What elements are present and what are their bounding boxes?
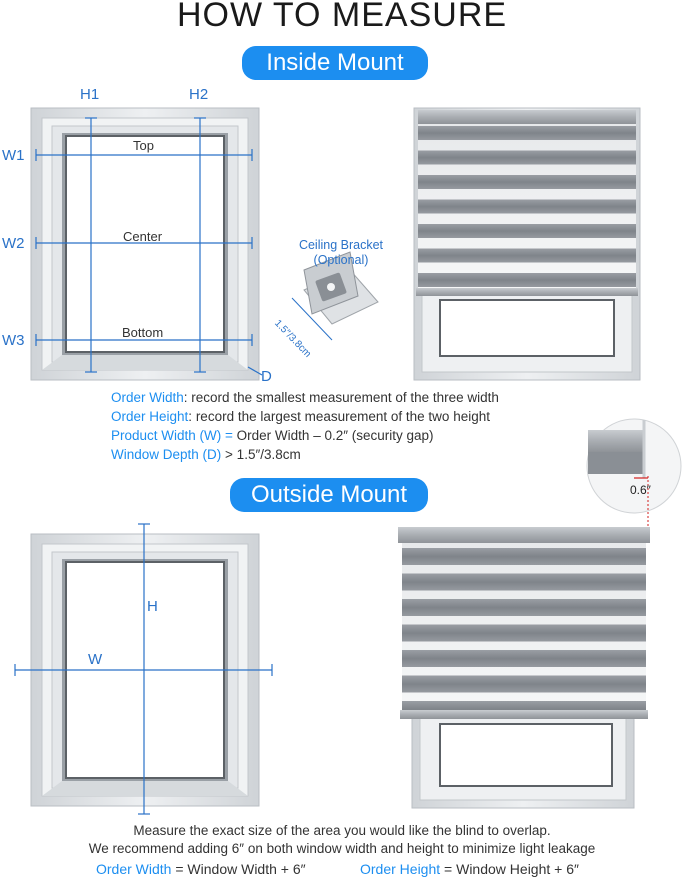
formula-key: Order Height [360,861,441,877]
formula-value: = Window Width + 6″ [171,861,306,877]
formula-key: Order Width [96,861,172,877]
note-key: Product Width (W) = [111,428,233,443]
bracket-caption [276,238,406,268]
bracket-subtitle: (Optional) [313,253,369,267]
note-text: record the largest measurement of the two height [195,409,490,424]
formula-order-width [96,861,306,877]
blind-slat [418,151,636,165]
label-w3: W3 [2,332,25,349]
label-w: W [88,651,103,668]
outside-footer [0,822,684,858]
label-w2: W2 [2,235,25,252]
formula-order-height [360,861,579,877]
note-key: Order Width [111,390,184,405]
label-top: Top [133,138,154,153]
label-h2: H2 [189,86,209,103]
bracket-size: 1.5″/3.8cm [272,318,313,360]
blind-slat [418,224,636,238]
inside-notes [111,388,499,464]
blind-slat [402,676,646,693]
note-text: Order Width – 0.2″ (security gap) [236,428,434,443]
blind-slat [418,273,636,287]
note-window-depth [111,445,499,464]
note-key: Window Depth (D) [111,447,222,462]
blind-slat [402,548,646,565]
label-w1: W1 [2,147,25,164]
footer-line-1: Measure the exact size of the area you would like the blind to overlap. [133,823,551,838]
footer-line-2: We recommend adding 6″ on both window width and height to minimize light leakage [88,841,596,856]
bracket-title: Ceiling Bracket [298,238,384,252]
note-product-width [111,426,499,445]
inside-mount-heading: Inside Mount [242,46,428,80]
label-d: D [261,368,272,385]
blind-slat [418,175,636,189]
inside-blind-window [414,108,640,380]
label-h: H [147,598,158,615]
note-text: > 1.5″/3.8cm [225,447,301,462]
note-sep: : [188,409,196,424]
note-order-width [111,388,499,407]
formula-value: = Window Height + 6″ [440,861,579,877]
blind-slat [402,599,646,616]
note-key: Order Height [111,409,189,424]
outside-blind-window [398,527,650,808]
blind-slat [418,126,636,140]
zoom-detail [587,419,681,528]
label-center: Center [123,229,163,244]
note-sep: : [183,390,192,405]
label-h1: H1 [80,86,100,103]
label-bottom: Bottom [122,325,164,340]
blind-slat [402,625,646,642]
blind-slat [418,200,636,214]
blind-slat [402,574,646,591]
note-order-height [111,407,499,426]
note-text: record the smallest measurement of the three width [191,390,499,405]
zoom-label: 0.6″ [630,483,651,497]
blind-slat [402,650,646,667]
outside-mount-heading: Outside Mount [230,478,428,512]
blind-slat [418,249,636,263]
page-title: HOW TO MEASURE [176,0,508,34]
